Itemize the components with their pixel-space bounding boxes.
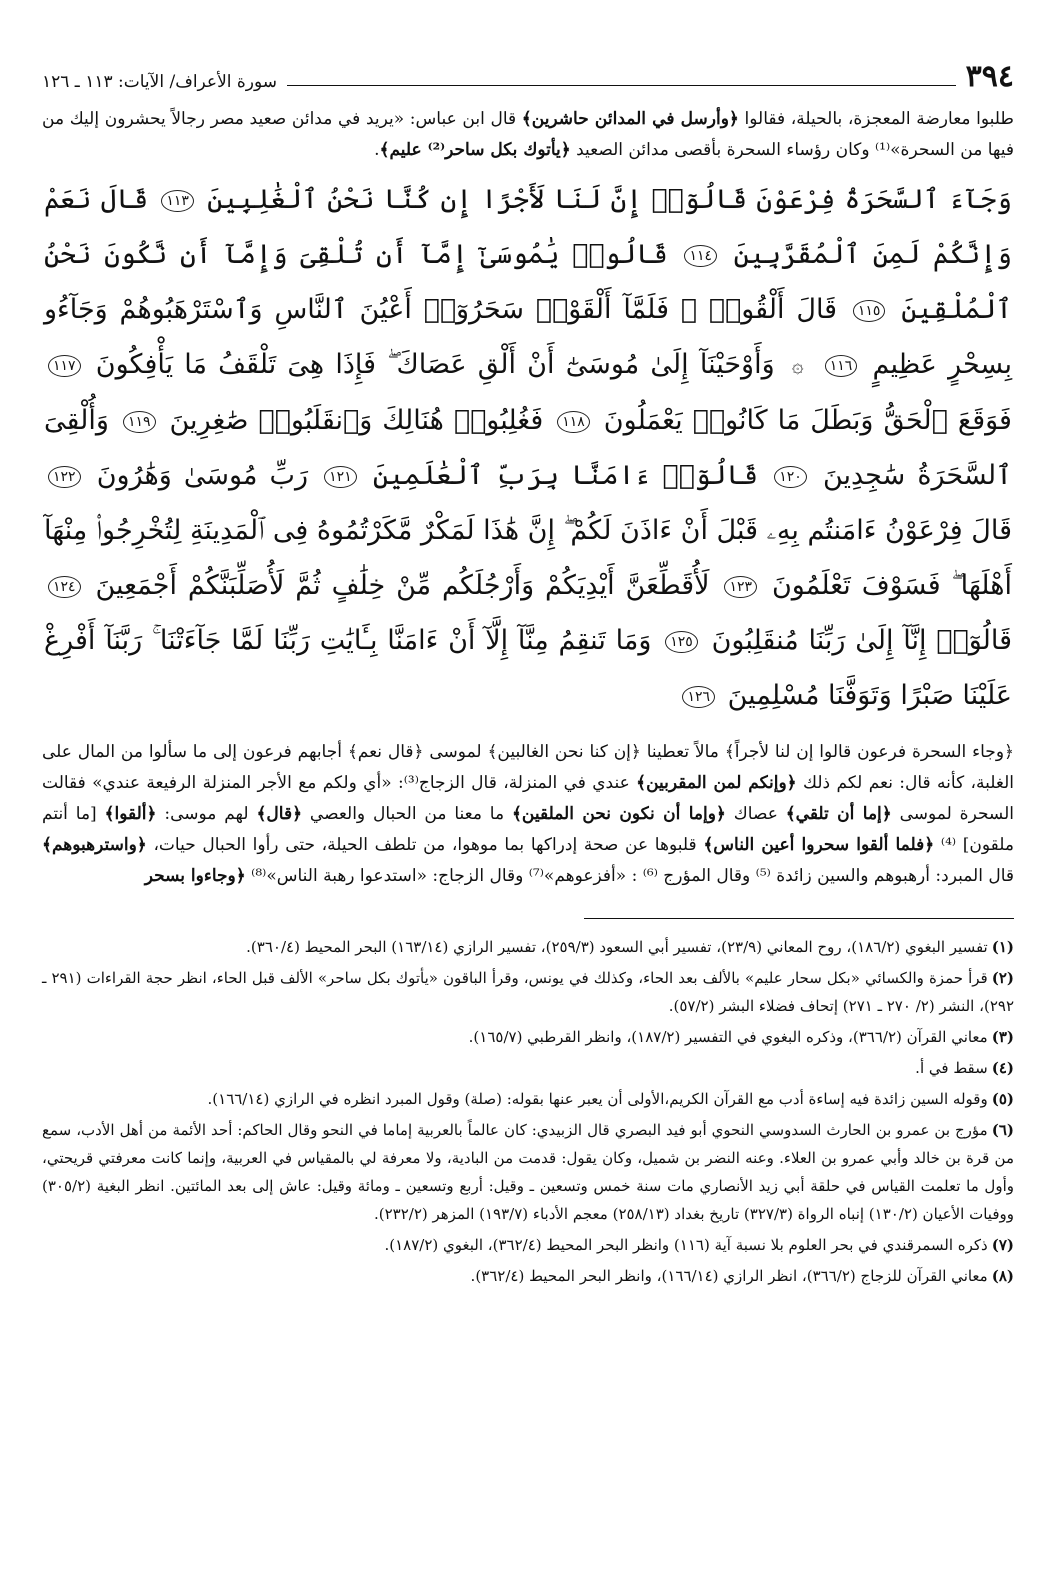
commentary-text: لهم موسى: bbox=[156, 804, 257, 824]
intro-text: طلبوا معارضة المعجزة، بالحيلة، فقالوا bbox=[738, 109, 1014, 129]
footnote-item bbox=[42, 1054, 1014, 1082]
verse-text: فَغُلِبُوا۟ هُنَالِكَ وَٱنقَلَبُوا۟ صَٰغِرِينَ bbox=[169, 405, 544, 436]
quran-quote: ﴿يأتوك بكل ساحر⁽²⁾ عليم﴾ bbox=[379, 140, 571, 160]
footnote-item bbox=[42, 964, 1014, 1020]
commentary-text: ما معنا من الحبال والعصي bbox=[302, 804, 512, 824]
footnote-text: معاني القرآن للزجاج (٣٦٦/٢)، انظر الرازي (١٦٦/١٤)، وانظر البحر المحيط (٣٦٢/٤). bbox=[470, 1267, 988, 1285]
verse-text: لَأُقَطِّعَنَّ أَيْدِيَكُمْ وَأَرْجُلَكُم مِّنْ خِلَٰفٍ ثُمَّ لَأُصَلِّبَنَّكُمْ أَجْمَعِينَ bbox=[95, 570, 710, 601]
quran-quote: ﴿وإما أن نكون نحن الملقين﴾ bbox=[511, 804, 726, 824]
verse-text: وَأَوْحَيْنَآ إِلَىٰ مُوسَىٰٓ أَنْ أَلْقِ عَصَاكَ ۖ فَإِذَا هِىَ تَلْقَفُ مَا يَأْفِكُونَ bbox=[95, 349, 775, 380]
verse-number-marker: ١١٤ bbox=[684, 245, 717, 267]
footnote-item bbox=[42, 933, 1014, 961]
page-number: ٣٩٤ bbox=[965, 59, 1014, 94]
footnote-number: (٤) bbox=[991, 1059, 1014, 1077]
footnote-text: وقوله السين زائدة فيه إساءة أدب مع القرآن الكريم،الأولى أن يعبر عنها بقوله: (صلة) وقول المبرد انظره في الرازي (١٦٦/١٤). bbox=[207, 1090, 988, 1108]
verse-number-marker: ١١٣ bbox=[161, 190, 194, 212]
verse-text: قَالَ فِرْعَوْنُ ءَامَنتُم بِهِۦ قَبْلَ أَنْ ءَاذَنَ لَكُمْ ۖ إِنَّ هَٰذَا لَمَكْرٌ مَّكَرْتُمُوهُ فِى ٱلْمَدِينَةِ لِتُخْرِجُوا۟ مِنْهَآ أَهْلَهَا ۖ فَسَوْفَ تَعْلَمُونَ bbox=[43, 515, 1012, 601]
verse-text: وَأُلْقِىَ ٱلسَّحَرَةُ سَٰجِدِينَ bbox=[44, 405, 1012, 491]
footnote-text: تفسير البغوي (١٨٦/٢)، روح المعاني (٢٣/٩)، تفسير أبي السعود (٢٥٩/٣)، تفسير الرازي (١٦٣/١٤) البحر المحيط (٣٦٠/٤). bbox=[246, 938, 988, 956]
verse-number-marker: ١٢٦ bbox=[682, 686, 715, 708]
footnote-number: (٥) bbox=[991, 1090, 1014, 1108]
verse-text: قَالُوٓا۟ ءَامَنَّا بِرَبِّ ٱلْعَٰلَمِينَ bbox=[372, 460, 759, 491]
footnote-item bbox=[42, 1262, 1014, 1290]
verse-number-marker: ١٢٣ bbox=[724, 576, 757, 598]
footnote-text: ذكره السمرقندي في بحر العلوم بلا نسبة آية (١١٦) وانظر البحر المحيط (٣٦٢/٤)، البغوي (١٨٧/٢). bbox=[384, 1236, 988, 1254]
footnote-number: (٨) bbox=[991, 1267, 1014, 1285]
commentary-paragraph bbox=[42, 737, 1014, 892]
verse-number-marker: ١٢٠ bbox=[774, 466, 807, 488]
footnote-item bbox=[42, 1116, 1014, 1228]
verse-text: وَمَا تَنقِمُ مِنَّآ إِلَّآ أَنْ ءَامَنَّا بِـَٔايَٰتِ رَبِّنَا لَمَّا جَآءَتْنَا ۚ رَبَّنَآ أَفْرِغْ عَلَيْنَا صَبْرًا وَتَوَفَّنَا مُسْلِمِينَ bbox=[44, 625, 1012, 711]
header-rule bbox=[287, 85, 956, 86]
footnote-item bbox=[42, 1231, 1014, 1259]
footnote-number: (١) bbox=[991, 938, 1014, 956]
quran-quote: ﴿قال﴾ bbox=[256, 804, 303, 824]
intro-paragraph bbox=[42, 104, 1014, 166]
footnote-divider bbox=[584, 918, 1014, 919]
footnote-number: (٧) bbox=[991, 1236, 1014, 1254]
verse-text: قَالَ نَعَمْ وَإِنَّكُمْ لَمِنَ ٱلْمُقَرَّبِينَ bbox=[44, 184, 1012, 270]
commentary-text: ﴿وجاء السحرة فرعون قالوا إن لنا لأجراً﴾ مالاً تعطينا ﴿إن كنا نحن الغالبين﴾ لموسى ﴿قال نعم﴾ أجابهم فرعون إلى ما سألوا من المال على الغلبة، كأنه قال: نعم لكم ذلك bbox=[42, 742, 1014, 793]
verse-text: فَوَقَعَ ٱلْحَقُّ وَبَطَلَ مَا كَانُوا۟ يَعْمَلُونَ bbox=[603, 405, 1012, 436]
quran-quote: ﴿وأرسل في المدائن حاشرين﴾ bbox=[521, 109, 739, 129]
verse-number-marker: ١٢٤ bbox=[48, 576, 81, 598]
verse-text: وَجَآءَ ٱلسَّحَرَةُ فِرْعَوْنَ قَالُوٓا۟ إِنَّ لَنَا لَأَجْرًا إِن كُنَّا نَحْنُ ٱلْغَٰلِبِينَ bbox=[207, 184, 1012, 215]
quran-quote: ﴿إما أن تلقي﴾ bbox=[785, 804, 892, 824]
intro-text: . bbox=[374, 140, 380, 160]
commentary-text: قال المبرد: أرهبوهم والسين زائدة ⁽⁵⁾ وقال المؤرج ⁽⁶⁾ : «أفزعوهم»⁽⁷⁾ وقال الزجاج: «استدعوا رهبة الناس»⁽⁸⁾ bbox=[245, 866, 1014, 886]
commentary-text: عصاك bbox=[725, 804, 786, 824]
verse-number-marker: ١٢٢ bbox=[48, 466, 81, 488]
quran-quote: ﴿ألقوا﴾ bbox=[104, 804, 157, 824]
verse-number-marker: ١١٦ bbox=[825, 355, 858, 377]
quran-verses-block bbox=[42, 172, 1014, 723]
quran-quote: ﴿وجاءوا بسحر bbox=[144, 866, 246, 886]
verse-number-marker: ١٢٥ bbox=[665, 631, 698, 653]
footnote-item bbox=[42, 1023, 1014, 1051]
page-header bbox=[42, 52, 1014, 92]
running-title: سورة الأعراف/ الآيات: ١١٣ ـ ١٢٦ bbox=[42, 72, 278, 92]
commentary-text: [ما أنتم ملقون] ⁽⁴⁾ bbox=[42, 804, 1014, 855]
commentary-text: قلبوها عن صحة إدراكها بما موهوا، من تلطف الحيلة، حتى رأوا الحبال حيات، bbox=[146, 835, 704, 855]
quran-quote: ﴿فلما ألقوا سحروا أعين الناس﴾ bbox=[703, 835, 935, 855]
verse-number-marker: ١١٥ bbox=[853, 300, 886, 322]
quran-quote: ﴿واسترهبوهم﴾ bbox=[42, 835, 147, 855]
footnote-text: مؤرج بن عمرو بن الحارث السدوسي النحوي أبو فيد البصري قال الزبيدي: كان عالماً بالعربية إماما في النحو وقال الحاكم: أحد الأئمة من أهل الأدب، سمع من قرة بن خالد وأبي عمرو بن العلاء. وعنه النضر بن شميل، وكان يقول: قدمت من البادية، ولا معرفة لي بالمقياس في العربية، وإنما كانت معرفتي قريحتي، وأول ما تعلمت القياس في حلقة أبي زيد الأنصاري مات سنة خمس وتسعين ـ وقيل: أربع وتسعين ـ ومائة وقيل: عاش إلى بعد المائتين. انظر البغية (٣٠٥/٢) ووفيات الأعيان (١٣٠/٢) إنباه الرواة (٣٢٧/٣) تاريخ بغداد (٢٥٨/١٣) معجم الأدباء (١٩٣/٧) المزهر (٢٣٢/٢). bbox=[42, 1121, 1014, 1223]
verse-number-marker: ١١٨ bbox=[557, 411, 590, 433]
footnote-item bbox=[42, 1085, 1014, 1113]
footnote-text: قرأ حمزة والكسائي «بكل سحار عليم» بالألف بعد الحاء، وكذلك في يونس، وقرأ الباقون «يأتوك بكل ساحر» الألف قبل الحاء، انظر حجة القراءات (٢٩١ ـ ٢٩٢)، النشر (٢/ ٢٧٠ ـ ٢٧١) إتحاف فضلاء البشر (٥٧/٢). bbox=[42, 969, 1014, 1015]
verse-number-marker: ١١٧ bbox=[48, 355, 81, 377]
footnote-text: سقط في أ. bbox=[915, 1059, 988, 1077]
footnote-number: (٦) bbox=[991, 1121, 1014, 1139]
footnotes-block bbox=[42, 933, 1014, 1290]
footnote-number: (٢) bbox=[991, 969, 1014, 987]
footnote-text: معاني القرآن (٣٦٦/٢)، وذكره البغوي في التفسير (١٨٧/٢)، وانظر القرطبي (١٦٥/٧). bbox=[468, 1028, 988, 1046]
commentary-text: عندي في المنزلة، قال الزجاج⁽³⁾: «أي ولكم مع الأجر المنزلة الرفيعة عندي» فقالت السحرة لموسى bbox=[42, 773, 1014, 824]
verse-text: قَالُوٓا۟ إِنَّآ إِلَىٰ رَبِّنَا مُنقَلِبُونَ bbox=[711, 625, 1012, 656]
verse-text: رَبِّ مُوسَىٰ وَهَٰرُونَ bbox=[96, 460, 309, 491]
verse-text: قَالَ أَلْقُوا۟ ۖ فَلَمَّآ أَلْقَوْا۟ سَحَرُوٓا۟ أَعْيُنَ ٱلنَّاسِ وَٱسْتَرْهَبُوهُمْ وَجَآءُو بِسِحْرٍ عَظِيمٍ bbox=[44, 294, 1013, 380]
verse-number-marker: ١١٩ bbox=[123, 411, 156, 433]
footnote-number: (٣) bbox=[991, 1028, 1014, 1046]
hizb-star-icon: ۞ bbox=[791, 353, 804, 377]
verse-text: قَالُوا۟ يَٰمُوسَىٰٓ إِمَّآ أَن تُلْقِىَ وَإِمَّآ أَن نَّكُونَ نَحْنُ ٱلْمُلْقِينَ bbox=[44, 239, 1012, 325]
intro-text: قال ابن عباس: «يريد في مدائن صعيد مصر رجالاً يحشرون إليك من فيها من السحرة»⁽¹⁾ وكان رؤساء السحرة بأقصى مدائن الصعيد bbox=[42, 109, 1014, 160]
verse-number-marker: ١٢١ bbox=[324, 466, 357, 488]
quran-quote: ﴿وإنكم لمن المقربين﴾ bbox=[636, 773, 797, 793]
